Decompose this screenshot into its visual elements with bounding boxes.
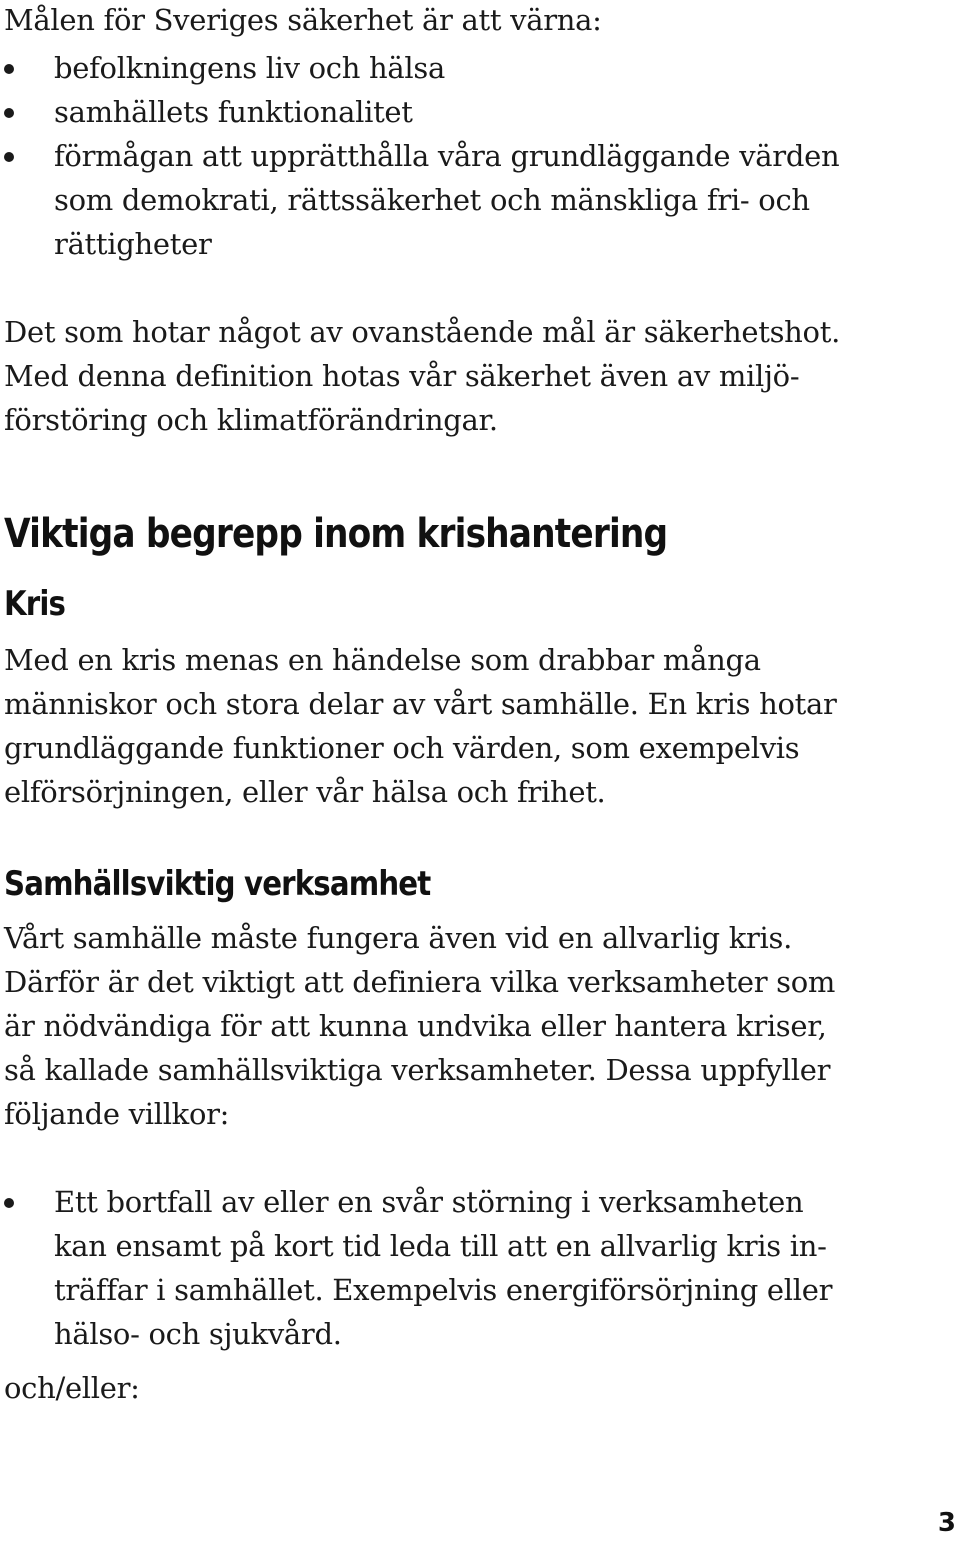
condition-line: träffar i samhället. Exempelvis energiförsörjning eller	[54, 1273, 833, 1307]
paragraph-line: förstöring och klimatförändringar.	[4, 403, 498, 437]
list-item	[0, 46, 839, 90]
bullet-icon	[4, 1198, 14, 1208]
paragraph-line: är nödvändiga för att kunna undvika eller hantera kriser,	[4, 1009, 827, 1043]
paragraph-line: elförsörjningen, eller vår hälsa och frihet.	[4, 775, 606, 809]
paragraph-line: Det som hotar något av ovanstående mål är säkerhetshot.	[4, 315, 840, 349]
goal-line: förmågan att upprätthålla våra grundläggande värden	[54, 139, 840, 173]
connector-text: och/eller:	[4, 1371, 140, 1405]
samhallsviktig-heading: Samhällsviktig verksamhet	[4, 864, 431, 904]
conditions-list	[0, 1180, 832, 1356]
goal-line: samhällets funktionalitet	[54, 95, 413, 129]
list-item	[0, 134, 839, 266]
paragraph-line: Därför är det viktigt att definiera vilka verksamheter som	[4, 965, 836, 999]
paragraph-line: människor och stora delar av vårt samhälle. En kris hotar	[4, 687, 837, 721]
samhallsviktig-body	[4, 916, 835, 1136]
condition-line: kan ensamt på kort tid leda till att en allvarlig kris in-	[54, 1229, 827, 1263]
intro-lead: Målen för Sveriges säkerhet är att värna:	[4, 3, 602, 37]
goal-line: som demokrati, rättssäkerhet och mänskliga fri- och	[54, 183, 810, 217]
paragraph-line: grundläggande funktioner och värden, som exempelvis	[4, 731, 800, 765]
page-number: 3	[937, 1508, 956, 1538]
paragraph-line: så kallade samhällsviktiga verksamheter. Dessa uppfyller	[4, 1053, 831, 1087]
section-title: Viktiga begrepp inom krishantering	[4, 511, 668, 557]
paragraph-line: Med denna definition hotas vår säkerhet även av miljö-	[4, 359, 800, 393]
paragraph-line: Vårt samhälle måste fungera även vid en allvarlig kris.	[4, 921, 793, 955]
kris-heading: Kris	[4, 584, 66, 624]
threat-paragraph	[4, 310, 840, 442]
bullet-icon	[4, 152, 14, 162]
bullet-icon	[4, 108, 14, 118]
bullet-icon	[4, 64, 14, 74]
condition-line: Ett bortfall av eller en svår störning i verksamheten	[54, 1185, 804, 1219]
goal-line: befolkningens liv och hälsa	[54, 51, 445, 85]
kris-body	[4, 638, 837, 814]
list-item	[0, 1180, 832, 1356]
condition-line: hälso- och sjukvård.	[54, 1317, 342, 1351]
paragraph-line: Med en kris menas en händelse som drabbar många	[4, 643, 761, 677]
goal-line: rättigheter	[54, 227, 212, 261]
paragraph-line: följande villkor:	[4, 1097, 230, 1131]
list-item	[0, 90, 839, 134]
goals-list	[0, 46, 839, 266]
